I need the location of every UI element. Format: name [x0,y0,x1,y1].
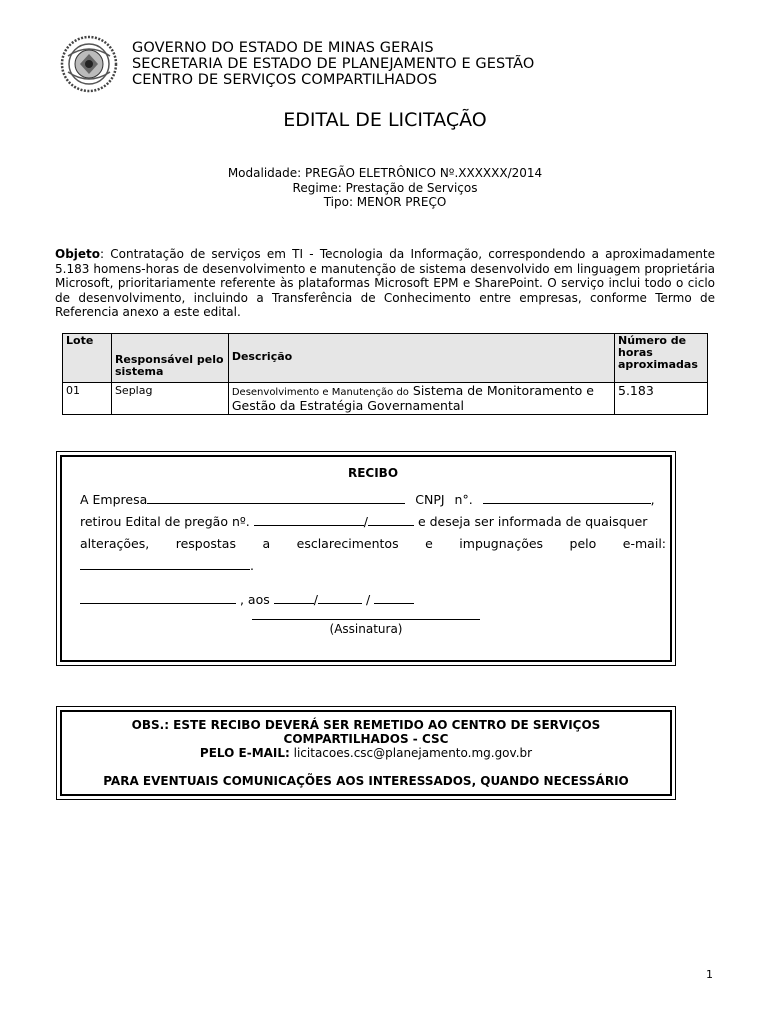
recibo-title: RECIBO [347,466,399,480]
email-address: licitacoes.csc@planejamento.mg.gov.br [289,746,533,760]
year-blank[interactable] [374,591,414,604]
obs-line-1: OBS.: ESTE RECIBO DEVERÁ SER REMETIDO AO CENTRO DE SERVIÇOS [131,718,601,732]
deseja-text: e deseja ser informada de quaisquer [417,514,648,529]
table-row [63,383,708,415]
month-blank[interactable] [318,591,362,604]
header-line-center: CENTRO DE SERVIÇOS COMPARTILHADOS [132,72,438,88]
cell-numero-horas: 5.183 [615,383,708,415]
email-period: . [250,558,254,573]
cell-descricao [228,383,614,415]
header-line-secretariat: SECRETARIA DE ESTADO DE PLANEJAMENTO E GESTÃO [132,56,535,72]
header-numero-horas: Número de horas aproximadas [615,334,708,383]
assinatura-block [62,619,670,636]
obs-line-2: COMPARTILHADOS - CSC [283,732,449,746]
signature-line[interactable] [252,619,480,620]
edital-slash: / [363,514,368,529]
date-slash-2: / [365,592,371,607]
retirou-text: retirou Edital de pregão nº. [80,514,250,529]
cnpj-blank[interactable] [483,491,651,504]
recibo-line-alteracoes: alterações, respostas a esclarecimentos e impugnações pelo e-mail: [80,536,666,551]
obs-email-line [62,746,670,760]
aos-text: , aos [239,592,270,607]
descricao-prefix: Desenvolvimento e Manutenção do [231,387,409,398]
email-blank[interactable] [80,557,250,570]
document-title: EDITAL DE LICITAÇÃO [283,109,487,131]
objeto-label: Objeto [55,247,101,261]
empresa-label: A Empresa [80,492,148,507]
objeto-text: : Contratação de serviços em TI - Tecnologia da Informação, correspondendo a aproximadamente 5.183 homens-horas de desenvolvimento e manutenção de sistema desenvolvido em linguagem proprietária Microsoft, prioritariamente referente às plataformas Microsoft EPM e SharePoint. O serviço inclui todo o ciclo de desenvolvimento, incluindo a Transferência de Conhecimento entre empresas, conforme Termo de Referencia anexo a este edital. [55,247,715,319]
obs-line-4: PARA EVENTUAIS COMUNICAÇÕES AOS INTERESSADOS, QUANDO NECESSÁRIO [103,774,629,788]
assinatura-label: (Assinatura) [329,622,403,636]
recibo-line-date [80,589,666,611]
recibo-line-email [80,555,666,577]
day-blank[interactable] [274,591,314,604]
descricao-main: Sistema de Monitoramento e Gestão da Estratégia Governamental [231,383,594,413]
edital-year-blank[interactable] [368,513,414,526]
header-descricao: Descrição [228,334,614,383]
header-line-government: GOVERNO DO ESTADO DE MINAS GERAIS [132,40,434,56]
obs-box [56,706,676,800]
email-label: PELO E-MAIL: [199,746,290,760]
cell-lote: 01 [63,383,112,415]
empresa-blank[interactable] [147,491,405,504]
table-header-row [63,334,708,383]
tipo-line: Tipo: MENOR PREÇO [323,195,447,209]
lotes-table [62,333,708,415]
header-lote: Lote [63,334,112,383]
cnpj-comma: , [650,492,655,507]
edital-number-blank[interactable] [254,513,364,526]
date-slash-1: / [313,592,318,607]
city-blank[interactable] [80,591,236,604]
regime-line: Regime: Prestação de Serviços [292,180,478,195]
recibo-line-empresa [80,489,666,511]
cell-responsavel: Seplag [111,383,228,415]
recibo-box [56,451,676,666]
state-coat-of-arms-icon [58,34,120,94]
page-number: 1 [706,968,713,981]
header-responsavel: Responsável pelo sistema [111,334,228,383]
modalidade-block [0,166,770,210]
objeto-paragraph [55,247,715,320]
cnpj-label: CNPJ n°. [415,492,473,507]
recibo-line-retirou [80,511,666,533]
modalidade-line: Modalidade: PREGÃO ELETRÔNICO Nº.XXXXXX/2014 [227,166,543,180]
document-header [58,34,718,94]
